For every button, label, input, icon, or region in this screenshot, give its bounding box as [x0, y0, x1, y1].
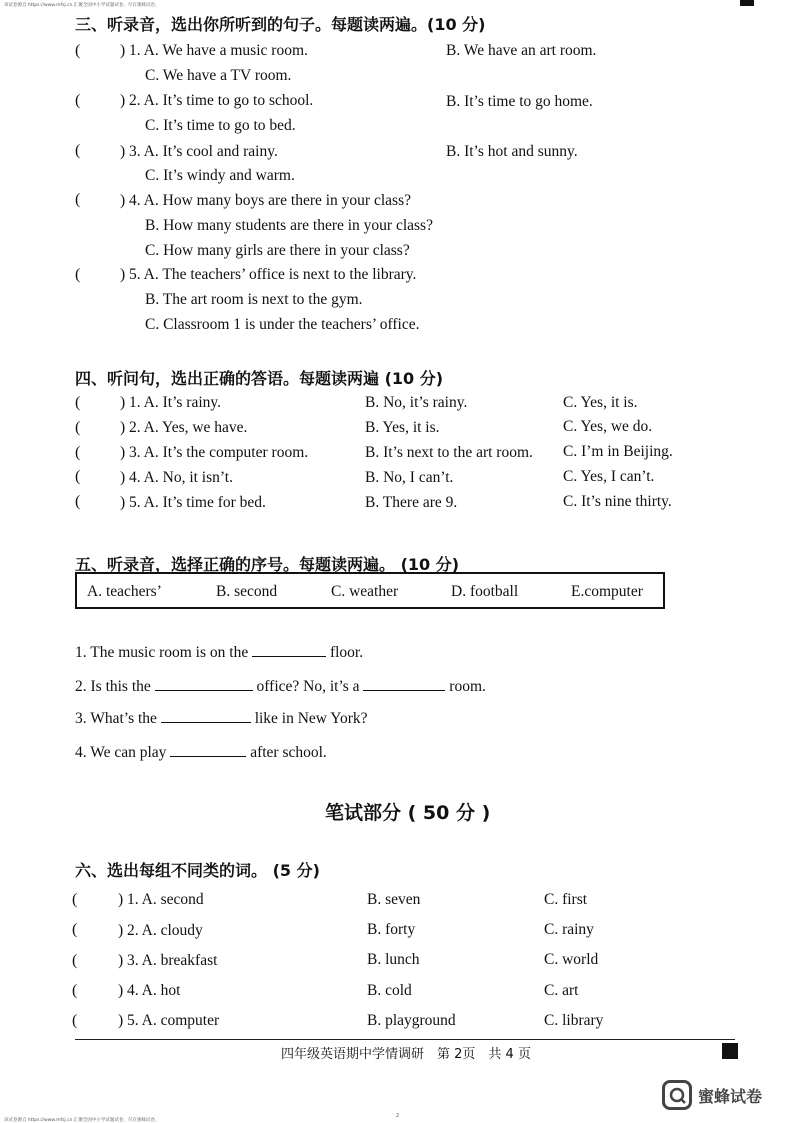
answer-blank[interactable]: [252, 642, 326, 657]
fill-sentence-3: [75, 708, 368, 728]
sentence-text: 3. What’s the: [75, 710, 157, 727]
question-option-c: C. We have a TV room.: [145, 67, 292, 84]
question-option-b: B. lunch: [367, 951, 420, 968]
sentence-text: like in New York?: [254, 710, 368, 727]
question-option-b: B. Yes, it is.: [365, 419, 440, 436]
watermark-logo-icon: [662, 1080, 692, 1110]
question-option-c: C. It’s time to go to bed.: [145, 117, 296, 134]
paren: (: [75, 394, 81, 411]
corner-mark-top: [740, 0, 754, 6]
question-option-a: ) 2. A. Yes, we have.: [120, 419, 248, 436]
fill-sentence-2: [75, 676, 486, 696]
word-bank-box: [75, 572, 665, 609]
paren: (: [75, 142, 81, 159]
paren: (: [72, 952, 78, 969]
question-option-b: B. The art room is next to the gym.: [145, 291, 363, 308]
word-bank-option: C. weather: [331, 583, 399, 600]
question-option-c: C. Yes, I can’t.: [563, 468, 655, 485]
question-option-b: B. playground: [367, 1012, 456, 1029]
word-bank-option: A. teachers’: [87, 583, 162, 600]
sentence-text: 2. Is this the: [75, 678, 151, 695]
question-option-c: C. It’s nine thirty.: [563, 493, 672, 510]
question-option-c: C. library: [544, 1012, 604, 1029]
paren: (: [75, 266, 81, 283]
question-option-a: ) 2. A. cloudy: [118, 922, 203, 939]
question-option-b: B. forty: [367, 921, 416, 938]
question-option-c: C. first: [544, 891, 588, 908]
section6-title: 六、选出每组不同类的词。 (5 分): [75, 861, 320, 880]
question-option-a: ) 5. A. The teachers’ office is next to the library.: [120, 266, 417, 283]
section3-title: 三、听录音，选出你所听到的句子。每题读两遍。(10 分): [75, 15, 486, 34]
footer-rule: [75, 1039, 735, 1040]
page-marker: 2: [396, 1113, 400, 1119]
question-option-b: B. There are 9.: [365, 494, 458, 511]
paren: (: [72, 1012, 78, 1029]
section4-title: 四、听问句，选出正确的答语。每题读两遍 (10 分): [75, 369, 444, 388]
question-option-a: ) 5. A. computer: [118, 1012, 220, 1029]
section5-title: 五、听录音，选择正确的序号。每题读两遍。 (10 分): [75, 555, 460, 574]
question-option-c: C. art: [544, 982, 579, 999]
paren: (: [72, 921, 78, 938]
paren: (: [75, 493, 81, 510]
paren: (: [75, 419, 81, 436]
answer-blank[interactable]: [170, 742, 246, 757]
top-source-note: 该试卷源自 https://www.mfsj.cn 汇聚全国中小学试题试卷，尽在蜜蜂试卷。: [4, 3, 160, 8]
question-option-b: B. No, I can’t.: [365, 469, 454, 486]
sentence-text: 4. We can play: [75, 744, 167, 761]
question-option-c: C. How many girls are there in your class?: [145, 242, 410, 259]
question-option-c: C. Yes, it is.: [563, 394, 638, 411]
question-option-c: C. Yes, we do.: [563, 418, 653, 435]
question-option-a: ) 3. A. It’s the computer room.: [120, 444, 309, 461]
paren: (: [75, 42, 81, 59]
answer-blank[interactable]: [155, 676, 253, 691]
question-option-c: C. It’s windy and warm.: [145, 167, 295, 184]
paren: (: [72, 891, 78, 908]
question-option-b: B. It’s next to the art room.: [365, 444, 533, 461]
paren: (: [75, 468, 81, 485]
question-option-a: ) 1. A. It’s rainy.: [120, 394, 222, 411]
question-option-b: B. It’s time to go home.: [446, 93, 593, 110]
question-option-a: ) 5. A. It’s time for bed.: [120, 494, 266, 511]
fill-sentence-4: [75, 742, 327, 762]
question-option-b: B. We have an art room.: [446, 42, 597, 59]
question-option-a: ) 3. A. breakfast: [118, 952, 218, 969]
watermark-text: 蜜蜂试卷: [698, 1087, 763, 1106]
question-option-c: C. rainy: [544, 921, 594, 938]
paren: (: [75, 444, 81, 461]
sentence-text: after school.: [250, 744, 327, 761]
corner-mark-bottom: [722, 1043, 738, 1059]
written-part-heading: 笔试部分 ( 50 分 ): [325, 802, 491, 824]
question-option-b: B. It’s hot and sunny.: [446, 143, 578, 160]
question-option-a: ) 2. A. It’s time to go to school.: [120, 92, 314, 109]
word-bank-option: E.computer: [571, 583, 643, 600]
question-option-c: C. Classroom 1 is under the teachers’ office.: [145, 316, 420, 333]
answer-blank[interactable]: [363, 676, 445, 691]
page-footer: 四年级英语期中学情调研 第 2页 共 4 页: [281, 1047, 531, 1062]
sentence-text: floor.: [329, 644, 364, 661]
question-option-c: C. world: [544, 951, 599, 968]
sentence-text: 1. The music room is on the: [75, 644, 249, 661]
question-option-b: B. No, it’s rainy.: [365, 394, 468, 411]
answer-blank[interactable]: [161, 708, 251, 723]
question-option-a: ) 1. A. second: [118, 891, 204, 908]
paren: (: [75, 191, 81, 208]
question-option-a: ) 4. A. How many boys are there in your class?: [120, 192, 411, 209]
fill-sentence-1: [75, 642, 363, 662]
question-option-b: B. cold: [367, 982, 412, 999]
question-option-a: ) 3. A. It’s cool and rainy.: [120, 143, 278, 160]
sentence-text: room.: [449, 678, 486, 695]
question-option-a: ) 4. A. No, it isn’t.: [120, 469, 233, 486]
word-bank-option: B. second: [216, 583, 278, 600]
word-bank-option: D. football: [451, 583, 519, 600]
paren: (: [72, 982, 78, 999]
paren: (: [75, 92, 81, 109]
sentence-text: office? No, it’s a: [256, 678, 360, 695]
question-option-a: ) 1. A. We have a music room.: [120, 42, 308, 59]
question-option-b: B. seven: [367, 891, 421, 908]
question-option-c: C. I’m in Beijing.: [563, 443, 673, 460]
question-option-b: B. How many students are there in your class?: [145, 217, 433, 234]
bottom-source-note: 该试卷源自 https://www.mfsj.cn 汇聚全国中小学试题试卷，尽在蜜蜂试卷。: [4, 1118, 160, 1123]
question-option-a: ) 4. A. hot: [118, 982, 181, 999]
